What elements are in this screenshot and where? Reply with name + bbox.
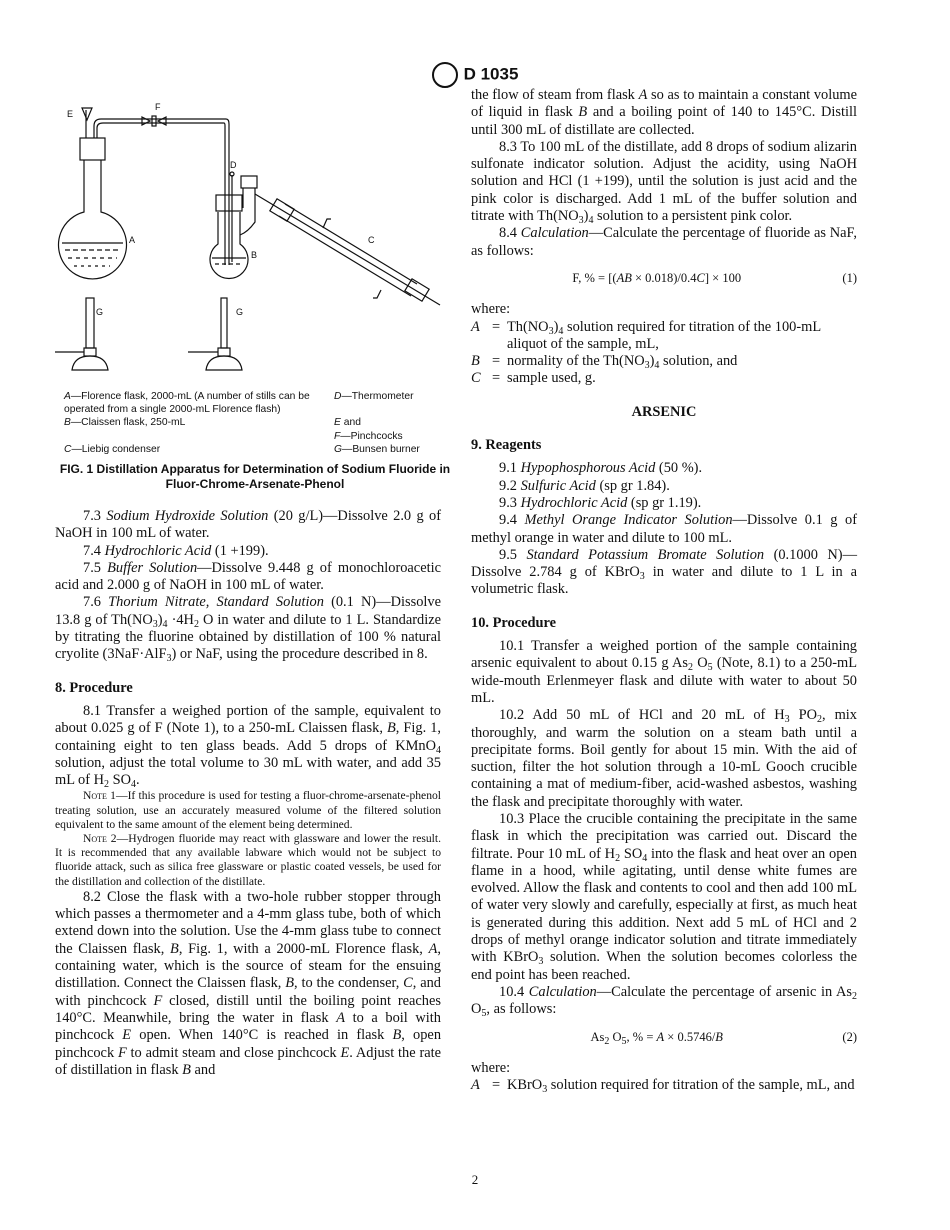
legend-text: —Bunsen burner [342, 443, 420, 455]
text-run: 8.1 Transfer a weighed portion of the sample, equivalent to about 0.025 g of F (Note 1), to a 250-mL Claissen flask, [55, 702, 441, 737]
claissen-flask-b [210, 172, 257, 278]
subscript: 2 [604, 1035, 610, 1047]
definition [507, 370, 857, 387]
legend-entry [334, 390, 444, 416]
figure-legend [64, 390, 444, 456]
italic-text: C [403, 975, 413, 992]
text-run: ] × 100 [704, 270, 742, 285]
text-run: 9.2 [499, 477, 521, 494]
legend-row [64, 390, 444, 416]
legend-entry [64, 390, 334, 416]
note [55, 789, 441, 832]
text-run: ) [649, 353, 655, 370]
text-run: 9.3 [499, 494, 521, 511]
subscript: 5 [481, 1008, 487, 1020]
variable: C [471, 370, 481, 387]
text-run: . [136, 772, 140, 789]
italic-text: A [656, 1029, 665, 1044]
subscript: 4 [642, 852, 648, 864]
subscript: 4 [131, 779, 137, 791]
text-run: and [190, 1061, 216, 1078]
text-run: 10.3 Place the crucible containing the precipitate in the same flask in which the precipitation was carried out. Discard the filtrate. Pour 10 mL of H [471, 810, 857, 862]
text-run: where: [471, 1059, 511, 1076]
bunsen-burner-2 [188, 298, 242, 370]
text-run: and a boiling point of 140 to 145°C. Distill until 300 mL of distillate are collected. [471, 104, 857, 138]
text-run: ) or NaF, using the procedure described in 8. [171, 646, 428, 663]
paragraph [471, 547, 857, 599]
text-run: —If this procedure is used for testing a fluor-chrome-arsenate-phenol treating solution, use an accurately measured volume of the filtered solution equivalent to the same amount of the element being determined. [55, 789, 442, 831]
note [55, 832, 441, 889]
where-definition [471, 319, 857, 354]
italic-text: Calculation [528, 983, 597, 1000]
subscript: 2 [817, 714, 823, 726]
equation-expression [471, 270, 842, 287]
paragraph [471, 139, 857, 225]
label-b: B [251, 250, 258, 260]
italic-text: B [182, 1061, 191, 1078]
text-run: 8.3 To 100 mL of the distillate, add 8 drops of sodium alizarin sulfonate indicator solution. Adjust the acidity, using NaOH solution and HCl (1 +199), until the solution is just acid and the pink color is discharged. Add 1 mL of the buffer solution and titrate with Th(NO [471, 138, 857, 225]
paragraph [471, 460, 857, 477]
text-run: 9.5 [499, 546, 527, 563]
liebig-condenser-c [255, 194, 440, 305]
text-run: ) [157, 611, 163, 628]
page-number: 2 [471, 1172, 479, 1187]
label-e: E [67, 109, 74, 119]
paragraph [471, 811, 857, 984]
subscript: 2 [852, 990, 858, 1002]
text-run: , mix thoroughly, and warm the solution on a steam bath until a precipitate forms. Boil gently for about 15 min. With the aid of suction, filter the hot solution through a 10-mL Gooch crucible containing a mat of medium-fiber, acid-washed asbestos, washing the flask and precipitate thoroughly with water. [471, 707, 857, 810]
paragraph [471, 495, 857, 512]
legend-entry [64, 443, 334, 456]
label-f: F [155, 102, 161, 112]
label-d: D [230, 160, 237, 170]
text-run: (sp gr 1.84). [595, 477, 670, 494]
text-run: ) [583, 208, 589, 225]
text-run: ·4H [167, 611, 194, 628]
text-run: —Dissolve 0.1 g of methyl orange in water and dilute to 100 mL. [471, 512, 857, 546]
text-run: 7.4 [83, 542, 105, 559]
text-run: solution required for titration of the 100-mL aliquot of the sample, mL, [507, 318, 821, 352]
subscript: 3 [644, 360, 650, 372]
legend-text: —Pinchcocks [340, 430, 403, 442]
paragraph [471, 707, 857, 811]
legend-row [64, 443, 444, 456]
italic-text: F [153, 992, 163, 1009]
italic-text: Sulfuric Acid [520, 477, 596, 494]
right-column [471, 87, 857, 1094]
definition [507, 319, 857, 354]
text-run: , and with pinchcock [55, 975, 441, 1009]
text-run: 9.4 [499, 512, 525, 529]
paragraph [55, 594, 441, 663]
italic-text: Buffer Solution [107, 559, 198, 576]
italic-text: B [285, 975, 295, 992]
subscript: 3 [152, 618, 158, 630]
text-run: KBrO [507, 1077, 543, 1094]
subscript: 3 [166, 653, 172, 665]
legend-text: —Florence flask, 2000-mL (A number of stills can be operated from a single 2000-mL Florence flash) [64, 391, 310, 416]
text-run: in water and dilute to 1 L in a volumetric flask. [471, 564, 858, 598]
label-a: A [129, 235, 136, 245]
legend-key: A [64, 391, 71, 402]
text-run: ) [553, 318, 559, 335]
legend-key: G [334, 443, 343, 455]
paragraph [55, 889, 441, 1079]
text-run: into the flask and heat over an open flame in a hood, while agitating, until dense white fumes are evolved. Allow the flask and contents to cool and then add 100 mL of water very slowly and carefully, especially at first, as much heat is generated during this addition. Next add 5 mL of HCl and 2 drops of methyl orange indicator solution and titrate immediately with KBrO [471, 845, 857, 966]
section-heading [471, 615, 857, 632]
designation: D 1035 [463, 64, 519, 84]
text-run: —Calculate the percentage of arsenic in As [596, 983, 853, 1000]
text-run: sample used, g. [507, 370, 596, 387]
legend-entry [64, 416, 334, 429]
italic-text: B [578, 104, 588, 121]
equation [471, 1029, 857, 1046]
paragraph [471, 638, 857, 707]
text-run: where: [471, 301, 511, 318]
subscript: 2 [193, 618, 199, 630]
text-run: solution, and [659, 353, 738, 370]
legend-key: D [334, 391, 342, 402]
paragraph [55, 703, 441, 789]
figure-caption: FIG. 1 Distillation Apparatus for Determination of Sodium Fluoride in Fluor-Chrome-Arsenate-Phenol [59, 462, 451, 491]
text-run: , Fig. 1, with a 2000-mL Florence flask, [178, 940, 429, 957]
paragraph [55, 508, 441, 543]
definition [507, 1077, 857, 1094]
subscript: 4 [558, 325, 564, 337]
where-definition [471, 353, 857, 370]
left-column [55, 508, 441, 1079]
legend-entry [64, 430, 334, 443]
italic-text: Hydrochloric Acid [104, 542, 212, 559]
subscript: 2 [104, 779, 110, 791]
text-run: As [590, 1029, 605, 1044]
text-run: , to the condenser, [294, 975, 404, 992]
steam-tube [82, 108, 229, 265]
text-run: ARSENIC [631, 403, 697, 420]
text-run: , containing water, which is the source of steam for the ensuing distillation. Connect the Claissen flask, [55, 940, 441, 992]
text-run: 7.6 [83, 594, 109, 611]
centered-heading [471, 404, 857, 421]
italic-text: F [117, 1044, 127, 1061]
italic-text: Standard Potassium Bromate Solution [526, 546, 765, 563]
text-run: so as to maintain a constant volume of liquid in flask [471, 87, 858, 121]
subscript: 3 [548, 325, 554, 337]
subscript: 2 [615, 852, 621, 864]
label-g2: G [236, 307, 244, 317]
text-run: (0.1000 N)—Dissolve 2.784 g of KBrO [471, 546, 857, 581]
text-run: 10. Procedure [471, 614, 556, 631]
equals: = [491, 370, 501, 387]
legend-key: E [334, 417, 341, 429]
text-run: 7.3 [83, 508, 107, 524]
text-run: O [471, 1001, 482, 1018]
label-g1: G [96, 307, 104, 317]
text-run: . Adjust the rate of distillation in flask [55, 1044, 442, 1078]
text-run: , open pinchcock [55, 1027, 442, 1061]
text-run: solution. When the solution becomes colorless the end point has been reached. [471, 949, 858, 983]
equation-number: (2) [842, 1029, 857, 1044]
label-c: C [368, 235, 375, 245]
text-run: × 0.018)/0.4 [631, 270, 697, 285]
paragraph [55, 560, 441, 595]
subscript: 5 [707, 662, 713, 674]
text-run: 7.5 [83, 559, 108, 576]
distillation-apparatus-figure [55, 85, 455, 385]
text-run: × 0.5746/ [664, 1029, 716, 1044]
legend-key: B [64, 417, 71, 429]
subscript: 4 [162, 618, 168, 630]
text-run: solution, adjust the total volume to 30 mL with water, and add 35 mL of H [55, 754, 441, 789]
equation [471, 270, 857, 287]
where-definition [471, 1077, 857, 1094]
text-run: 8.4 [499, 225, 521, 242]
paragraph [471, 478, 857, 495]
paragraph [471, 984, 857, 1019]
italic-text: B [170, 940, 179, 957]
text-run: , % = [626, 1029, 657, 1044]
equals: = [491, 318, 501, 335]
italic-text: Hypophosphorous Acid [520, 460, 656, 477]
subscript: 3 [639, 571, 645, 583]
text-run: (20 g/L)—Dissolve 2.0 g of NaOH in 100 mL of water. [55, 508, 441, 542]
italic-text: Hydrochloric Acid [520, 494, 628, 511]
text-run: open. When 140°C is reached in flask [131, 1027, 393, 1044]
text-run: —Hydrogen fluoride may react with glassware and lower the result. It is recommended that any available labware which would not be subject to fluoride attack, such as silica free glassware or plastic coated vessels, be used for the distillation and collection of the distillate. [55, 832, 441, 888]
subscript: 4 [588, 215, 594, 227]
text-run: , Fig. 1, containing eight to ten glass beads. Add 5 drops of KMnO [55, 720, 441, 754]
variable: A [471, 1077, 480, 1094]
text-run: —Dissolve 9.448 g of monochloroacetic acid and 2.000 g of NaOH in 100 mL of water. [55, 559, 441, 594]
subscript: 5 [621, 1035, 627, 1047]
text-run: 8. Procedure [55, 679, 133, 696]
italic-text: E [340, 1044, 350, 1061]
legend-entry [334, 416, 444, 429]
paragraph [471, 1060, 857, 1077]
legend-row [64, 416, 444, 429]
text-run: SO [620, 845, 643, 862]
text-run: PO [789, 707, 818, 724]
text-run: 9.1 [499, 460, 521, 477]
text-run: 9. Reagents [471, 437, 542, 454]
where-definition [471, 370, 857, 387]
equals: = [491, 353, 501, 370]
italic-text: A [428, 940, 438, 957]
equation-expression [471, 1029, 842, 1046]
subscript: 3 [542, 1084, 548, 1096]
paragraph [471, 87, 857, 139]
definition [507, 353, 857, 370]
text-run: normality of the Th(NO [507, 353, 645, 370]
section-heading [471, 437, 857, 454]
equals: = [491, 1077, 501, 1094]
italic-text: Thorium Nitrate, Standard Solution [108, 594, 324, 611]
text-run: 10.2 Add 50 mL of HCl and 20 mL of H [499, 707, 785, 724]
section-heading [55, 680, 441, 697]
text-run: —Calculate the percentage of fluoride as NaF, as follows: [471, 225, 857, 259]
subscript: 3 [538, 956, 544, 968]
subscript: 4 [436, 744, 441, 756]
text-run: (0.1 N)—Dissolve 13.8 g of Th(NO [55, 594, 441, 628]
variable: B [471, 353, 480, 370]
italic-text: B [386, 720, 396, 737]
text-run: , as follows: [486, 1001, 557, 1018]
text-run: (50 %). [655, 460, 703, 477]
text-run: to a boil with pinchcock [55, 1009, 441, 1044]
text-run: 8.2 Close the flask with a two-hole rubber stopper through which passes a thermometer and a 4-mm glass tube, both of which extend down into the solution. Use the 4-mm glass tube to connect the Claissen flask, [55, 888, 441, 957]
text-run: 10.1 Transfer a weighed portion of the sample containing arsenic equivalent to about 0.15 g As [471, 638, 857, 672]
text-run: to admit steam and close pinchcock [126, 1044, 341, 1061]
paragraph [471, 512, 857, 547]
italic-text: AB [616, 270, 632, 285]
paragraph [471, 301, 857, 318]
legend-entry [334, 430, 444, 443]
florence-flask-a [58, 138, 126, 279]
legend-key: C [64, 443, 72, 455]
legend-text: and [340, 417, 361, 429]
legend-text: —Thermometer [341, 391, 414, 402]
italic-text: C [696, 270, 705, 285]
italic-text: Sodium Hydroxide Solution [106, 508, 269, 524]
text-run: (1 +199). [211, 542, 269, 559]
paragraph [55, 543, 441, 560]
italic-text: Calculation [520, 225, 589, 242]
text-run: O in water and dilute to 1 L. Standardize by titrating the fluorine obtained by distillation of 100 % natural cryolite (3NaF·AlF [55, 611, 441, 663]
text-run: O [609, 1029, 622, 1044]
text-run: (Note, 8.1) to a 250-mL wide-mouth Erlenmeyer flask and dilute with water to about 50 mL. [471, 655, 857, 706]
text-run: solution required for titration of the sample, mL, and [547, 1077, 855, 1094]
legend-entry [334, 443, 444, 456]
text-run: SO [109, 772, 132, 789]
subscript: 2 [687, 662, 693, 674]
text-run: O [692, 655, 708, 672]
legend-key: F [334, 430, 341, 442]
subscript: 4 [654, 360, 660, 372]
text-run: Th(NO [507, 318, 549, 335]
subscript: 3 [784, 714, 790, 726]
legend-text: —Liebig condenser [71, 443, 161, 455]
text-run: 10.4 [499, 983, 529, 1000]
italic-text: A [336, 1009, 346, 1026]
note-label: Note 1 [83, 789, 116, 803]
text-run: the flow of steam from flask [471, 87, 639, 103]
italic-text: E [122, 1027, 132, 1044]
text-run: F, % = [( [572, 270, 617, 285]
legend-row [64, 430, 444, 443]
italic-text: B [392, 1027, 402, 1044]
subscript: 3 [578, 215, 584, 227]
italic-text: Methyl Orange Indicator Solution [524, 512, 733, 529]
legend-text: —Claissen flask, 250-mL [70, 417, 186, 429]
italic-text: A [638, 87, 648, 103]
paragraph [471, 225, 857, 260]
variable: A [471, 318, 480, 335]
text-run: solution to a persistent pink color. [593, 208, 793, 225]
italic-text: B [715, 1029, 723, 1044]
text-run: (sp gr 1.19). [627, 494, 702, 511]
text-run: closed, distill until the boiling point reaches 140°C. Meanwhile, bring the water in flask [55, 992, 441, 1026]
equation-number: (1) [842, 270, 857, 285]
note-label: Note 2 [83, 832, 117, 846]
